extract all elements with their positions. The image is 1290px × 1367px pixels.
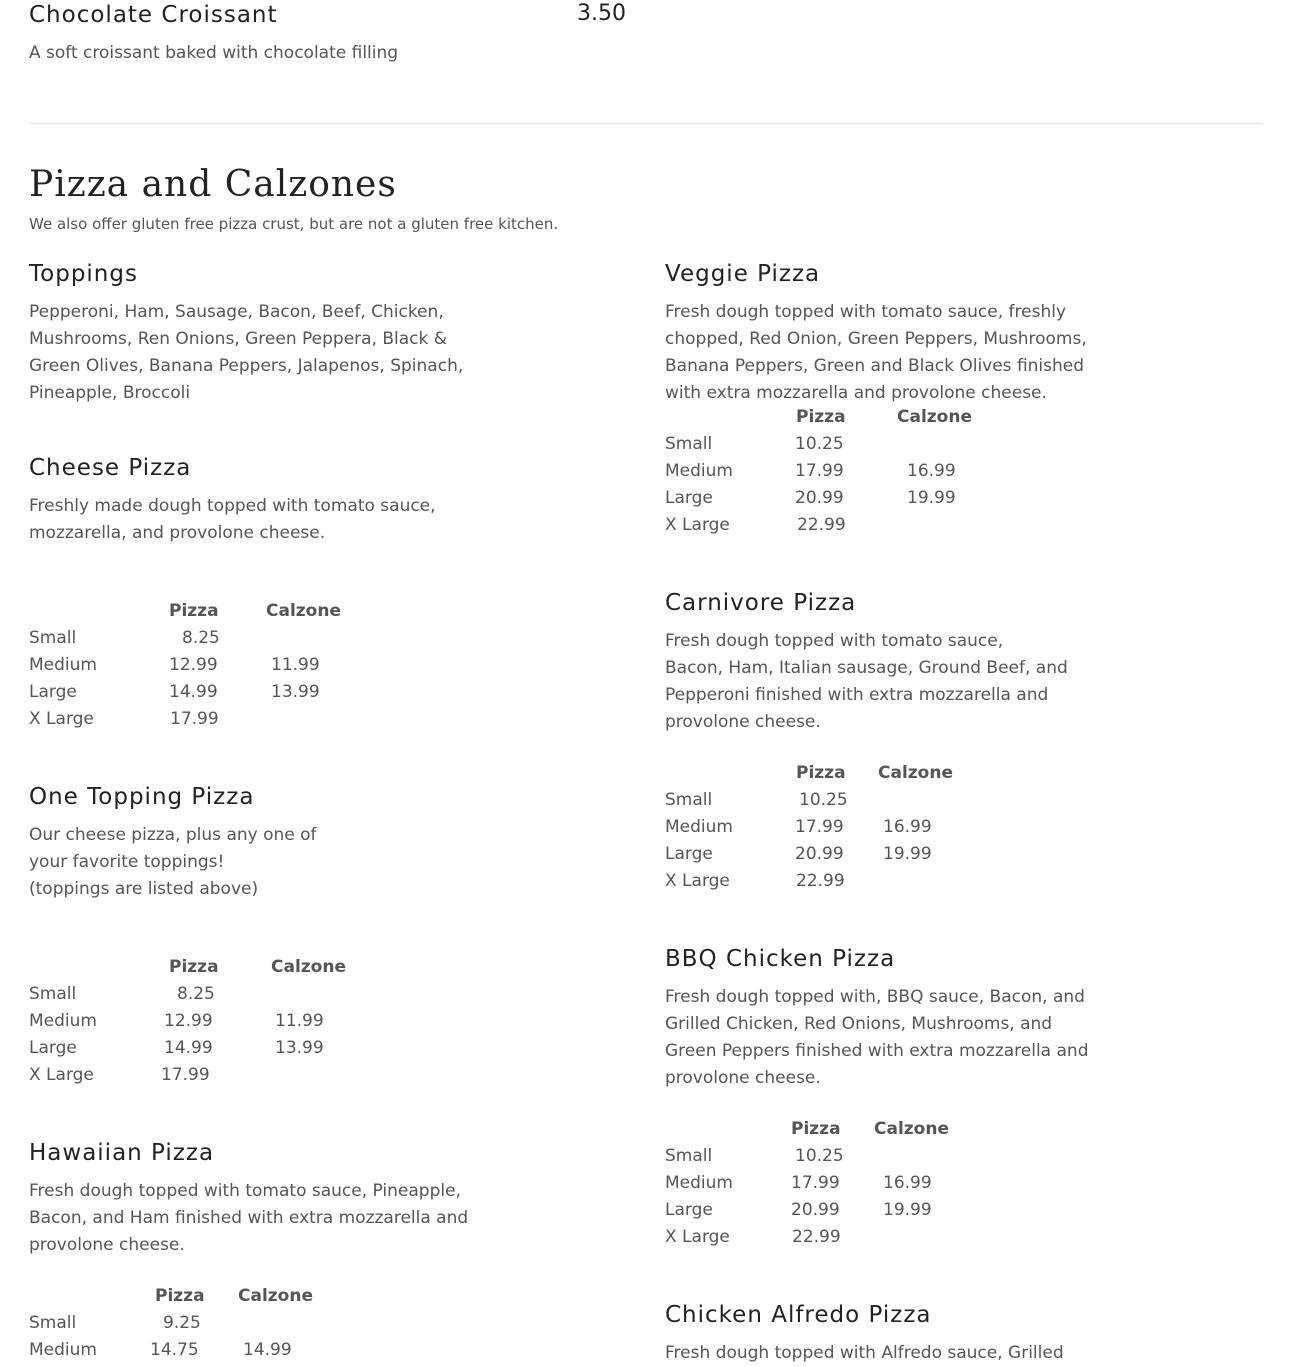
description-line: Fresh dough topped with tomato sauce, Pineapple, (29, 1181, 461, 1201)
price-row (29, 1340, 349, 1367)
size-label: Medium (29, 655, 97, 675)
pizza-price: 22.99 (797, 515, 846, 535)
column-header-calzone: Calzone (266, 601, 341, 621)
item-description-carnivore-pizza (665, 628, 1068, 736)
calzone-price: 19.99 (907, 488, 956, 508)
description-line: chopped, Red Onion, Green Peppers, Mushrooms, (665, 329, 1087, 349)
price-row (665, 817, 1005, 844)
price-table-header (665, 1119, 1005, 1146)
column-header-pizza: Pizza (791, 1119, 841, 1139)
item-description-toppings (29, 299, 463, 407)
size-label: Medium (665, 461, 733, 481)
item-description-hawaiian-pizza (29, 1178, 468, 1259)
pizza-price: 17.99 (795, 817, 844, 837)
description-line: Pepperoni finished with extra mozzarella and (665, 685, 1049, 705)
price-row (665, 515, 1005, 542)
column-header-pizza: Pizza (796, 763, 846, 783)
calzone-price: 16.99 (907, 461, 956, 481)
price-table-header (665, 407, 1005, 434)
size-label: X Large (665, 1227, 730, 1247)
price-row (29, 709, 369, 736)
calzone-price: 19.99 (883, 1200, 932, 1220)
column-header-pizza: Pizza (169, 957, 219, 977)
price-row (29, 1011, 369, 1038)
column-header-calzone: Calzone (271, 957, 346, 977)
price-table-header (29, 1286, 349, 1313)
size-label: Large (29, 682, 77, 702)
price-row (29, 984, 369, 1011)
pizza-price: 12.99 (164, 1011, 213, 1031)
item-title-veggie-pizza: Veggie Pizza (665, 261, 821, 287)
size-label: X Large (29, 1065, 94, 1085)
price-table-header (29, 601, 369, 628)
pizza-price: 10.25 (799, 790, 848, 810)
description-line: Pineapple, Broccoli (29, 383, 191, 403)
section-note: We also offer gluten free pizza crust, but are not a gluten free kitchen. (29, 215, 559, 233)
size-label: X Large (665, 515, 730, 535)
item-title-chicken-alfredo-pizza: Chicken Alfredo Pizza (665, 1302, 932, 1328)
price-table-header (29, 957, 369, 984)
column-header-pizza: Pizza (796, 407, 846, 427)
price-row (665, 461, 1005, 488)
price-table-cheese-pizza (29, 601, 369, 736)
size-label: Large (665, 1200, 713, 1220)
calzone-price: 14.99 (243, 1340, 292, 1360)
item-title-one-topping-pizza: One Topping Pizza (29, 784, 255, 810)
price-row (665, 488, 1005, 515)
size-label: Large (665, 488, 713, 508)
price-row (665, 1146, 1005, 1173)
price-table-veggie-pizza (665, 407, 1005, 542)
price-row (29, 1065, 369, 1092)
price-row (665, 844, 1005, 871)
calzone-price: 16.99 (883, 1173, 932, 1193)
pizza-price: 17.99 (170, 709, 219, 729)
size-label: X Large (665, 871, 730, 891)
calzone-price: 19.99 (883, 844, 932, 864)
column-header-calzone: Calzone (238, 1286, 313, 1306)
size-label: Large (665, 844, 713, 864)
price-row (665, 1200, 1005, 1227)
pizza-price: 17.99 (791, 1173, 840, 1193)
price-row (29, 1313, 349, 1340)
price-table-carnivore-pizza (665, 763, 1005, 898)
description-line: Freshly made dough topped with tomato sauce, (29, 496, 436, 516)
item-title-toppings: Toppings (29, 261, 138, 287)
price-row (665, 1173, 1005, 1200)
description-line: Fresh dough topped with tomato sauce, (665, 631, 1004, 651)
size-label: Small (665, 790, 713, 810)
size-label: Small (29, 984, 77, 1004)
description-line: provolone cheese. (665, 1068, 821, 1088)
column-header-pizza: Pizza (169, 601, 219, 621)
description-line: Grilled Chicken, Red Onions, Mushrooms, and (665, 1014, 1053, 1034)
pizza-price: 9.25 (163, 1313, 201, 1333)
price-table-one-topping-pizza (29, 957, 369, 1092)
pizza-price: 20.99 (795, 488, 844, 508)
price-table-bbq-chicken-pizza (665, 1119, 1005, 1254)
pizza-price: 14.75 (150, 1340, 199, 1360)
size-label: X Large (29, 709, 94, 729)
pizza-price: 8.25 (177, 984, 215, 1004)
calzone-price: 11.99 (275, 1011, 324, 1031)
pizza-price: 17.99 (161, 1065, 210, 1085)
description-line: your favorite toppings! (29, 852, 225, 872)
size-label: Small (29, 628, 77, 648)
description-line: Mushrooms, Ren Onions, Green Peppera, Black & (29, 329, 448, 349)
description-line: mozzarella, and provolone cheese. (29, 523, 326, 543)
price-table-header (665, 763, 1005, 790)
size-label: Small (29, 1313, 77, 1333)
item-title-hawaiian-pizza: Hawaiian Pizza (29, 1140, 215, 1166)
description-line: Our cheese pizza, plus any one of (29, 825, 317, 845)
pizza-price: 14.99 (164, 1038, 213, 1058)
description-line: Pepperoni, Ham, Sausage, Bacon, Beef, Chicken, (29, 302, 444, 322)
price-row (29, 1038, 369, 1065)
item-title-bbq-chicken-pizza: BBQ Chicken Pizza (665, 946, 896, 972)
description-line: Bacon, and Ham finished with extra mozzarella and (29, 1208, 469, 1228)
item-price-chocolate-croissant: 3.50 (577, 1, 626, 26)
description-line: provolone cheese. (29, 1235, 185, 1255)
size-label: Medium (29, 1011, 97, 1031)
price-row (665, 1227, 1005, 1254)
description-line: with extra mozzarella and provolone cheese. (665, 383, 1047, 403)
description-line: Fresh dough topped with, BBQ sauce, Bacon, and (665, 987, 1085, 1007)
pizza-price: 10.25 (795, 1146, 844, 1166)
description-line: provolone cheese. (665, 712, 821, 732)
description-line: (toppings are listed above) (29, 879, 259, 899)
item-description-one-topping-pizza (29, 822, 317, 903)
pizza-price: 22.99 (792, 1227, 841, 1247)
calzone-price: 11.99 (271, 655, 320, 675)
item-description-chicken-alfredo-pizza (665, 1340, 1064, 1367)
size-label: Large (29, 1038, 77, 1058)
description-line: Bacon, Ham, Italian sausage, Ground Beef, and (665, 658, 1068, 678)
size-label: Medium (665, 1173, 733, 1193)
calzone-price: 16.99 (883, 817, 932, 837)
size-label: Small (665, 1146, 713, 1166)
description-line: Fresh dough topped with Alfredo sauce, Grilled (665, 1343, 1064, 1363)
size-label: Medium (665, 817, 733, 837)
description-line: Banana Peppers, Green and Black Olives finished (665, 356, 1085, 376)
description-line: Green Olives, Banana Peppers, Jalapenos, Spinach, (29, 356, 464, 376)
description-line: Fresh dough topped with tomato sauce, freshly (665, 302, 1067, 322)
item-description-veggie-pizza (665, 299, 1087, 407)
item-description-chocolate-croissant: A soft croissant baked with chocolate filling (29, 43, 399, 63)
pizza-price: 8.25 (182, 628, 220, 648)
price-row (29, 655, 369, 682)
item-title-carnivore-pizza: Carnivore Pizza (665, 590, 857, 616)
pizza-price: 20.99 (795, 844, 844, 864)
item-description-cheese-pizza (29, 493, 436, 547)
column-header-calzone: Calzone (878, 763, 953, 783)
item-title-cheese-pizza: Cheese Pizza (29, 455, 192, 481)
description-line: Green Peppers finished with extra mozzarella and (665, 1041, 1089, 1061)
item-description-bbq-chicken-pizza (665, 984, 1089, 1092)
pizza-price: 10.25 (795, 434, 844, 454)
price-row (665, 871, 1005, 898)
size-label: Small (665, 434, 713, 454)
size-label: Medium (29, 1340, 97, 1360)
price-row (665, 434, 1005, 461)
column-header-calzone: Calzone (874, 1119, 949, 1139)
price-table-hawaiian-pizza (29, 1286, 349, 1367)
column-header-calzone: Calzone (897, 407, 972, 427)
price-row (29, 682, 369, 709)
pizza-price: 17.99 (795, 461, 844, 481)
price-row (29, 628, 369, 655)
price-row (665, 790, 1005, 817)
pizza-price: 20.99 (791, 1200, 840, 1220)
pizza-price: 22.99 (796, 871, 845, 891)
pizza-price: 14.99 (169, 682, 218, 702)
column-header-pizza: Pizza (155, 1286, 205, 1306)
section-title: Pizza and Calzones (29, 164, 397, 205)
pizza-price: 12.99 (169, 655, 218, 675)
section-divider (29, 123, 1262, 124)
calzone-price: 13.99 (271, 682, 320, 702)
item-title-chocolate-croissant: Chocolate Croissant (29, 2, 278, 28)
calzone-price: 13.99 (275, 1038, 324, 1058)
